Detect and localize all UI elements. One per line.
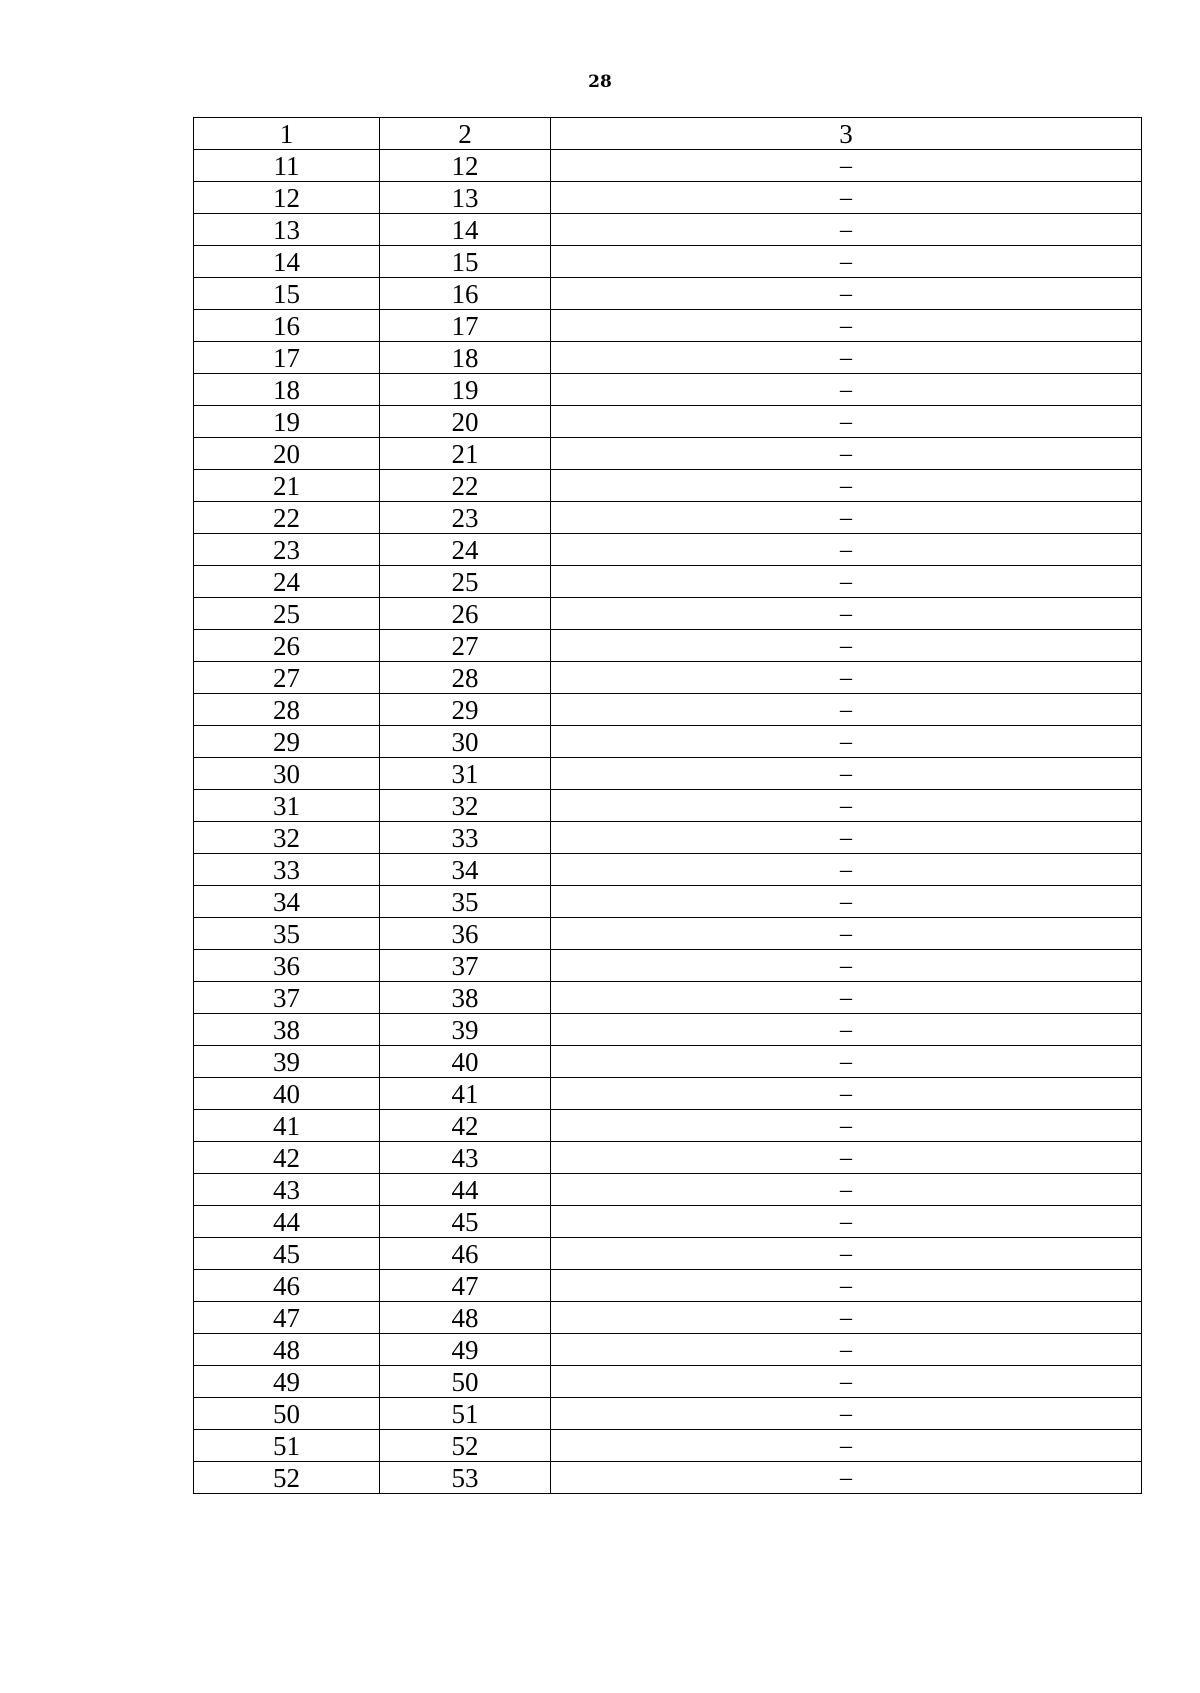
table-cell-col-3: – xyxy=(551,470,1142,502)
table-cell-col-1: 51 xyxy=(194,1430,380,1462)
table-row xyxy=(194,246,1142,278)
table-cell-col-1: 41 xyxy=(194,1110,380,1142)
table-cell-col-2: 35 xyxy=(380,886,551,918)
table-cell-col-3: – xyxy=(551,982,1142,1014)
table-row xyxy=(194,1238,1142,1270)
table-cell-col-1: 35 xyxy=(194,918,380,950)
table-cell-col-3: – xyxy=(551,694,1142,726)
table-row xyxy=(194,1078,1142,1110)
table-cell-col-2: 45 xyxy=(380,1206,551,1238)
table-cell-col-2: 43 xyxy=(380,1142,551,1174)
table-cell-col-3: – xyxy=(551,502,1142,534)
table-cell-col-1: 45 xyxy=(194,1238,380,1270)
table-row xyxy=(194,438,1142,470)
table-cell-col-1: 38 xyxy=(194,1014,380,1046)
table-row xyxy=(194,310,1142,342)
table-cell-col-1: 27 xyxy=(194,662,380,694)
table-cell-col-1: 24 xyxy=(194,566,380,598)
table-row xyxy=(194,918,1142,950)
table-cell-col-3: – xyxy=(551,534,1142,566)
table-row xyxy=(194,598,1142,630)
table-cell-col-1: 15 xyxy=(194,278,380,310)
table-cell-col-3: – xyxy=(551,1398,1142,1430)
table-cell-col-2: 25 xyxy=(380,566,551,598)
table-cell-col-2: 46 xyxy=(380,1238,551,1270)
table-row xyxy=(194,1302,1142,1334)
table-cell-col-2: 49 xyxy=(380,1334,551,1366)
table-cell-col-1: 30 xyxy=(194,758,380,790)
table-cell-col-2: 48 xyxy=(380,1302,551,1334)
table-cell-col-2: 16 xyxy=(380,278,551,310)
table-cell-col-3: – xyxy=(551,1110,1142,1142)
table-cell-col-1: 49 xyxy=(194,1366,380,1398)
table-row xyxy=(194,1334,1142,1366)
table-cell-col-2: 39 xyxy=(380,1014,551,1046)
table-cell-col-2: 26 xyxy=(380,598,551,630)
table-cell-col-2: 15 xyxy=(380,246,551,278)
table-cell-col-3: – xyxy=(551,246,1142,278)
table-cell-col-1: 14 xyxy=(194,246,380,278)
table-cell-col-3: – xyxy=(551,1078,1142,1110)
table-cell-col-3: – xyxy=(551,598,1142,630)
table-cell-col-3: – xyxy=(551,790,1142,822)
table-cell-col-1: 37 xyxy=(194,982,380,1014)
page-number: 28 xyxy=(588,72,612,92)
table-cell-col-3: – xyxy=(551,406,1142,438)
table-row xyxy=(194,1462,1142,1494)
table-cell-col-2: 32 xyxy=(380,790,551,822)
table-cell-col-1: 28 xyxy=(194,694,380,726)
table-cell-col-3: – xyxy=(551,1174,1142,1206)
table-row xyxy=(194,982,1142,1014)
table-row xyxy=(194,534,1142,566)
table-cell-col-3: – xyxy=(551,1046,1142,1078)
table-cell-col-2: 23 xyxy=(380,502,551,534)
table-row xyxy=(194,662,1142,694)
table-row xyxy=(194,182,1142,214)
table-cell-col-3: – xyxy=(551,566,1142,598)
table-row xyxy=(194,502,1142,534)
table-cell-col-1: 26 xyxy=(194,630,380,662)
table-cell-col-3: – xyxy=(551,1238,1142,1270)
table-cell-col-3: – xyxy=(551,662,1142,694)
table-cell-col-1: 16 xyxy=(194,310,380,342)
table-cell-col-3: – xyxy=(551,1334,1142,1366)
table-cell-col-3: – xyxy=(551,1302,1142,1334)
table-cell-col-1: 34 xyxy=(194,886,380,918)
table-row xyxy=(194,790,1142,822)
table-cell-col-2: 52 xyxy=(380,1430,551,1462)
table-row xyxy=(194,1110,1142,1142)
table-row xyxy=(194,1398,1142,1430)
table-cell-col-2: 18 xyxy=(380,342,551,374)
table-row xyxy=(194,278,1142,310)
table-cell-col-1: 52 xyxy=(194,1462,380,1494)
table-cell-col-1: 39 xyxy=(194,1046,380,1078)
table-cell-col-3: – xyxy=(551,950,1142,982)
table-cell-col-1: 19 xyxy=(194,406,380,438)
table-cell-col-1: 23 xyxy=(194,534,380,566)
table-cell-col-2: 19 xyxy=(380,374,551,406)
table-cell-col-2: 31 xyxy=(380,758,551,790)
header-cell-1: 1 xyxy=(194,118,380,150)
table-row xyxy=(194,1046,1142,1078)
table-row xyxy=(194,406,1142,438)
table-cell-col-3: – xyxy=(551,1430,1142,1462)
table-cell-col-2: 17 xyxy=(380,310,551,342)
table-cell-col-1: 46 xyxy=(194,1270,380,1302)
table-cell-col-3: – xyxy=(551,822,1142,854)
table-cell-col-3: – xyxy=(551,1142,1142,1174)
table-row xyxy=(194,470,1142,502)
table-cell-col-2: 28 xyxy=(380,662,551,694)
table-cell-col-2: 13 xyxy=(380,182,551,214)
table-row xyxy=(194,886,1142,918)
table-cell-col-2: 29 xyxy=(380,694,551,726)
table-row xyxy=(194,854,1142,886)
table-cell-col-3: – xyxy=(551,310,1142,342)
table-cell-col-2: 21 xyxy=(380,438,551,470)
table-cell-col-2: 27 xyxy=(380,630,551,662)
table-cell-col-1: 22 xyxy=(194,502,380,534)
table-row xyxy=(194,950,1142,982)
table-cell-col-3: – xyxy=(551,726,1142,758)
table-row xyxy=(194,150,1142,182)
table-cell-col-2: 30 xyxy=(380,726,551,758)
table-cell-col-3: – xyxy=(551,1270,1142,1302)
table-cell-col-1: 17 xyxy=(194,342,380,374)
table-cell-col-3: – xyxy=(551,1014,1142,1046)
table-cell-col-3: – xyxy=(551,918,1142,950)
table-cell-col-1: 21 xyxy=(194,470,380,502)
table-cell-col-2: 53 xyxy=(380,1462,551,1494)
table-cell-col-1: 32 xyxy=(194,822,380,854)
table-row xyxy=(194,374,1142,406)
table-row xyxy=(194,1206,1142,1238)
table-row xyxy=(194,1270,1142,1302)
table-cell-col-1: 42 xyxy=(194,1142,380,1174)
table-cell-col-3: – xyxy=(551,854,1142,886)
table-cell-col-3: – xyxy=(551,278,1142,310)
table-cell-col-1: 12 xyxy=(194,182,380,214)
table-cell-col-1: 48 xyxy=(194,1334,380,1366)
table-cell-col-1: 43 xyxy=(194,1174,380,1206)
table-cell-col-2: 22 xyxy=(380,470,551,502)
table-cell-col-2: 47 xyxy=(380,1270,551,1302)
header-cell-2: 2 xyxy=(380,118,551,150)
table-cell-col-1: 44 xyxy=(194,1206,380,1238)
table-row xyxy=(194,566,1142,598)
table-cell-col-3: – xyxy=(551,150,1142,182)
table-cell-col-1: 29 xyxy=(194,726,380,758)
table-row xyxy=(194,1014,1142,1046)
table-header-row xyxy=(194,118,1142,150)
table-cell-col-2: 14 xyxy=(380,214,551,246)
table-cell-col-3: – xyxy=(551,1206,1142,1238)
table-cell-col-2: 44 xyxy=(380,1174,551,1206)
table-row xyxy=(194,822,1142,854)
table-cell-col-1: 13 xyxy=(194,214,380,246)
header-cell-3: 3 xyxy=(551,118,1142,150)
table-cell-col-2: 40 xyxy=(380,1046,551,1078)
table-cell-col-1: 33 xyxy=(194,854,380,886)
table-cell-col-1: 36 xyxy=(194,950,380,982)
table-cell-col-2: 42 xyxy=(380,1110,551,1142)
table-cell-col-2: 51 xyxy=(380,1398,551,1430)
table-cell-col-3: – xyxy=(551,342,1142,374)
table-cell-col-2: 36 xyxy=(380,918,551,950)
table-cell-col-1: 18 xyxy=(194,374,380,406)
table-cell-col-3: – xyxy=(551,214,1142,246)
table-cell-col-3: – xyxy=(551,758,1142,790)
table-cell-col-1: 25 xyxy=(194,598,380,630)
table-body xyxy=(194,118,1142,1494)
data-table xyxy=(193,117,1142,1494)
table-row xyxy=(194,1366,1142,1398)
table-row xyxy=(194,694,1142,726)
table-row xyxy=(194,1174,1142,1206)
table-cell-col-3: – xyxy=(551,1366,1142,1398)
table-row xyxy=(194,1142,1142,1174)
table-cell-col-2: 38 xyxy=(380,982,551,1014)
table-cell-col-2: 20 xyxy=(380,406,551,438)
table-row xyxy=(194,758,1142,790)
table-row xyxy=(194,630,1142,662)
table-cell-col-1: 40 xyxy=(194,1078,380,1110)
table-cell-col-2: 50 xyxy=(380,1366,551,1398)
table-cell-col-1: 11 xyxy=(194,150,380,182)
table-cell-col-2: 24 xyxy=(380,534,551,566)
table-cell-col-1: 20 xyxy=(194,438,380,470)
table-cell-col-3: – xyxy=(551,438,1142,470)
table-cell-col-2: 41 xyxy=(380,1078,551,1110)
table-row xyxy=(194,726,1142,758)
table-cell-col-1: 31 xyxy=(194,790,380,822)
table-cell-col-2: 12 xyxy=(380,150,551,182)
table-cell-col-3: – xyxy=(551,374,1142,406)
table-cell-col-1: 50 xyxy=(194,1398,380,1430)
table-row xyxy=(194,214,1142,246)
table-cell-col-3: – xyxy=(551,886,1142,918)
table-cell-col-2: 37 xyxy=(380,950,551,982)
table-cell-col-3: – xyxy=(551,182,1142,214)
table-cell-col-2: 33 xyxy=(380,822,551,854)
table-cell-col-3: – xyxy=(551,630,1142,662)
table-row xyxy=(194,1430,1142,1462)
table-cell-col-1: 47 xyxy=(194,1302,380,1334)
table-cell-col-2: 34 xyxy=(380,854,551,886)
table-cell-col-3: – xyxy=(551,1462,1142,1494)
table-row xyxy=(194,342,1142,374)
